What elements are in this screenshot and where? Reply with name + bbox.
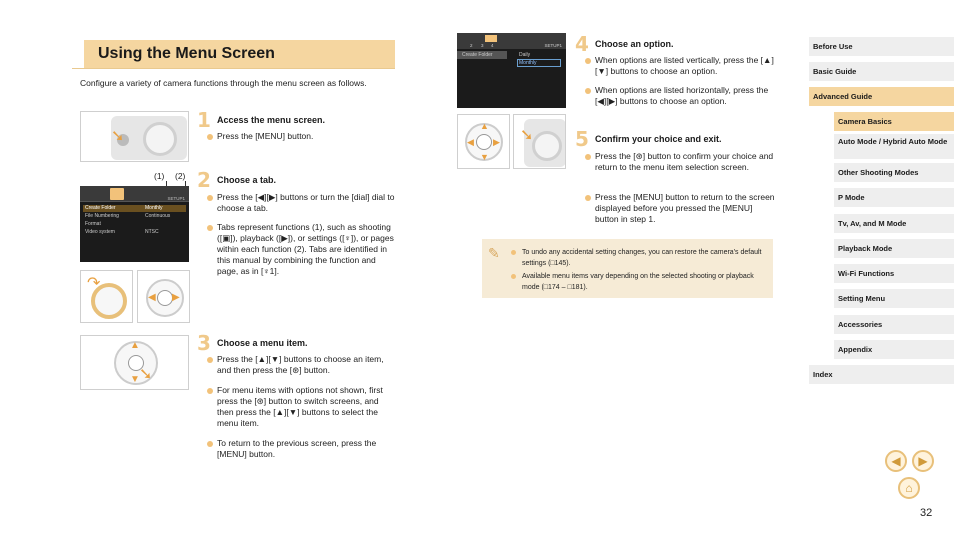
step-bullet: When options are listed vertically, press the [▲][▼] buttons to choose an option.	[595, 55, 774, 76]
step-bullet: Press the [MENU] button to return to the screen displayed before you pressed the [MENU] button in step 1.	[595, 192, 775, 224]
step-title: Choose a menu item.	[217, 338, 308, 348]
right-arrow-icon: ▶	[493, 137, 500, 147]
up-arrow-icon: ▲	[130, 340, 140, 351]
title-divider	[72, 68, 395, 69]
note-item: To undo any accidental setting changes, you can restore the camera's default settings (□145).	[522, 249, 762, 267]
sidebar-item-basic-guide[interactable]: Basic Guide	[809, 62, 954, 81]
next-page-button[interactable]: ▶	[912, 450, 934, 472]
press-arrow-icon: ➘	[111, 128, 125, 145]
left-arrow-icon: ◀	[148, 292, 156, 303]
sidebar-item-auto-mode[interactable]: Auto Mode / Hybrid Auto Mode	[834, 134, 954, 159]
page-title-bar	[72, 40, 395, 68]
step-number: 2	[197, 168, 211, 192]
pencil-icon: ✎	[488, 245, 500, 261]
step-bullet: To return to the previous screen, press the [MENU] button.	[217, 438, 387, 460]
lcd-row-name: Create Folder	[85, 205, 116, 211]
step3-control-wheel	[80, 335, 189, 390]
step-title: Access the menu screen.	[217, 115, 326, 125]
step-bullet: Press the [⊛] button to confirm your choice and return to the menu item selection screen.	[595, 151, 774, 172]
step-bullet: Press the [◀][▶] buttons or turn the [dial] dial to choose a tab.	[217, 192, 395, 213]
sidebar-item-wifi-functions[interactable]: Wi-Fi Functions	[834, 264, 954, 283]
step2-dial-illustration	[80, 270, 133, 323]
step4-control-wheel	[457, 114, 510, 169]
sidebar-item-tv-av-m-mode[interactable]: Tv, Av, and M Mode	[834, 214, 954, 233]
sidebar-item-appendix[interactable]: Appendix	[834, 340, 954, 359]
page-title: Using the Menu Screen	[98, 45, 275, 62]
step1-camera-illustration	[80, 111, 189, 162]
lcd-row-value: Continuous	[145, 213, 171, 219]
step-bullet: Press the [▲][▼] buttons to choose an item, and then press the [⊛] button.	[217, 354, 387, 376]
step2-control-wheel	[137, 270, 190, 323]
rotate-arrow-icon: ↷	[87, 275, 101, 292]
callout-1: (1)	[154, 171, 165, 181]
sidebar-item-before-use[interactable]: Before Use	[809, 37, 954, 56]
lcd-row-name: Video system	[85, 229, 115, 235]
lcd-row-name: Format	[85, 221, 101, 227]
down-arrow-icon: ▼	[480, 152, 489, 162]
step2-menu-screen	[80, 186, 189, 262]
up-arrow-icon: ▲	[480, 121, 489, 131]
sidebar-item-index[interactable]: Index	[809, 365, 954, 384]
step-number: 3	[197, 331, 211, 355]
callout-2: (2)	[175, 171, 186, 181]
sidebar-item-setting-menu[interactable]: Setting Menu	[834, 289, 954, 308]
step-bullet: Press the [MENU] button.	[217, 131, 392, 142]
step-bullet: For menu items with options not shown, first press the [⊛] button to switch screens, and then press the [▲][▼] buttons to select the menu item.	[217, 385, 387, 429]
lcd-row-name: Create Folder	[462, 52, 493, 58]
left-arrow-icon: ◀	[467, 137, 474, 147]
step-title: Choose a tab.	[217, 175, 277, 185]
tab-index: 4	[491, 43, 494, 48]
tab-label: SETUP1	[167, 196, 185, 201]
home-button[interactable]: ⌂	[898, 477, 920, 499]
right-arrow-icon: ▶	[172, 292, 180, 303]
sidebar-item-advanced-guide[interactable]: Advanced Guide	[809, 87, 954, 106]
sidebar-item-accessories[interactable]: Accessories	[834, 315, 954, 334]
lcd-option-selected: Monthly	[519, 60, 537, 66]
sidebar-item-p-mode[interactable]: P Mode	[834, 188, 954, 207]
note-box	[482, 239, 773, 298]
sidebar-item-other-shooting-modes[interactable]: Other Shooting Modes	[834, 163, 954, 182]
step-number: 4	[575, 32, 589, 56]
step-title: Confirm your choice and exit.	[595, 134, 722, 144]
step-number: 5	[575, 127, 589, 151]
sidebar-item-playback-mode[interactable]: Playback Mode	[834, 239, 954, 258]
tab-label: SETUP1	[544, 43, 562, 48]
tab-index: 3	[481, 43, 484, 48]
prev-page-button[interactable]: ◀	[885, 450, 907, 472]
lcd-option: Daily	[519, 52, 531, 58]
down-arrow-icon: ▼	[130, 374, 140, 385]
press-arrow-icon: ➘	[520, 127, 534, 144]
step4-menu-screen	[457, 33, 566, 108]
step5-camera-illustration	[513, 114, 566, 169]
step-bullet: Tabs represent functions (1), such as shooting ([▣]), playback ([▶]), or settings ([♆]), or pages within each function (2). Tabs are identified in this manual by combining the function and page, as in [♆1].	[217, 222, 394, 276]
page-number: 32	[920, 507, 933, 519]
note-item: Available menu items vary depending on the selected shooting or playback mode (□174 – □181).	[522, 271, 762, 293]
lcd-row-name: File Numbering	[85, 213, 119, 219]
sidebar-item-camera-basics[interactable]: Camera Basics	[834, 112, 954, 131]
intro-text: Configure a variety of camera functions through the menu screen as follows.	[80, 78, 367, 88]
step-number: 1	[197, 108, 211, 132]
tab-index: 2	[470, 43, 473, 48]
press-arrow-icon: ➘	[139, 366, 153, 383]
lcd-row-value: NTSC	[145, 229, 159, 235]
lcd-row-value: Monthly	[145, 205, 163, 211]
step-bullet: When options are listed horizontally, press the [◀][▶] buttons to choose an option.	[595, 85, 775, 107]
step-title: Choose an option.	[595, 39, 674, 49]
